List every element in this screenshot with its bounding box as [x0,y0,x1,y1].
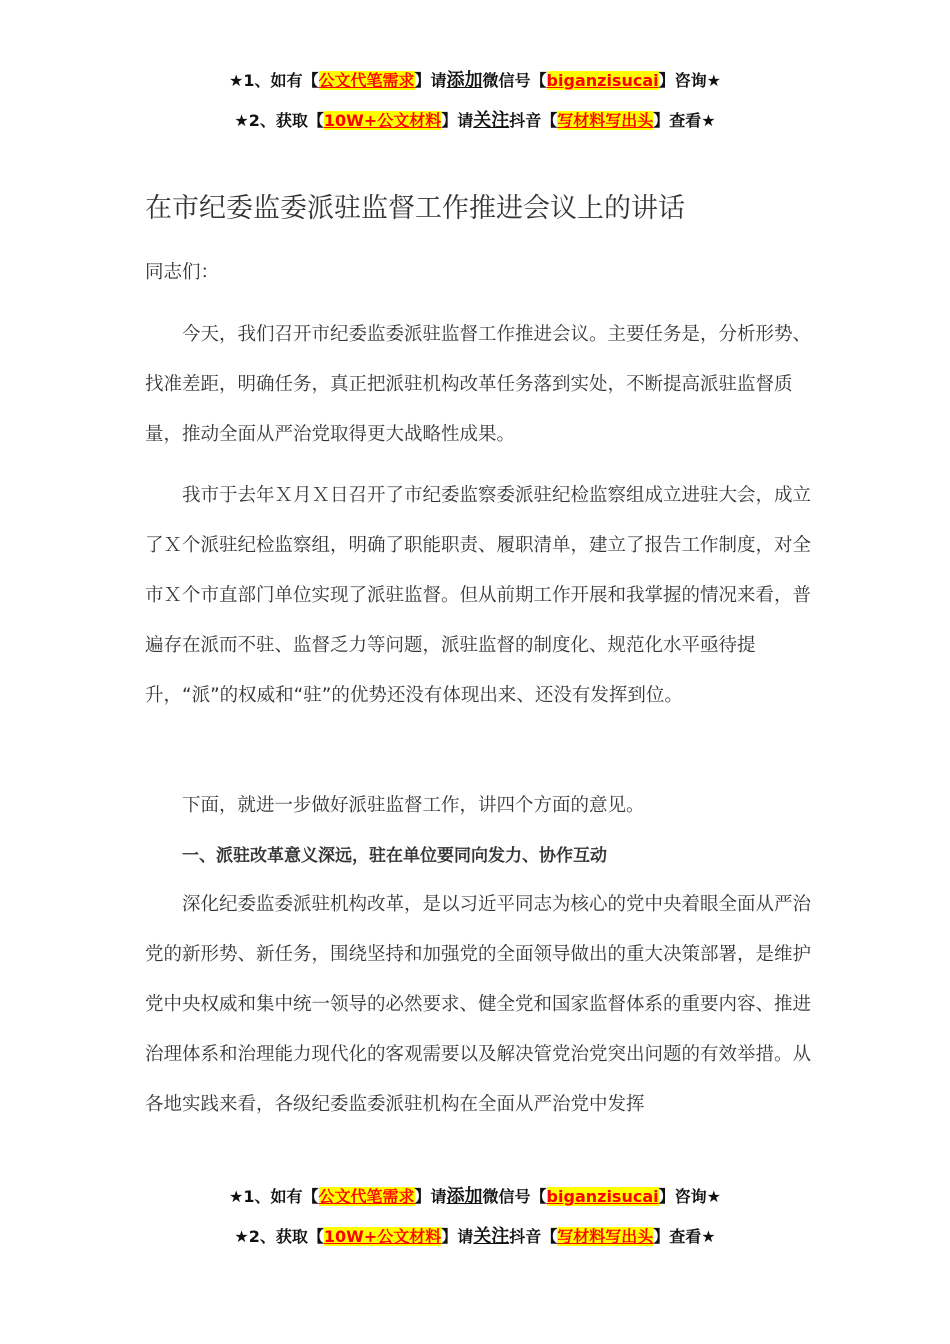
ad-highlight-wechat-id: biganzisucai [546,1187,659,1206]
ad-text: ★2、获取【 [234,1227,324,1246]
ad-highlight: 10W+公文材料 [323,1227,442,1246]
ad-text: 微信号【 [482,71,547,90]
ad-emphasis: 关注 [473,110,510,131]
ad-line-top-1 [0,70,950,92]
ad-text: 】咨询★ [658,1187,721,1206]
ad-text: ★2、获取【 [234,111,324,130]
ad-emphasis: 关注 [473,1226,510,1247]
ad-text: ★1、如有【 [229,71,319,90]
ad-highlight: 公文代笔需求 [318,71,415,90]
ad-highlight-wechat-id: biganzisucai [546,71,659,90]
ad-text: 】查看★ [653,111,716,130]
ad-highlight-douyin: 写材料写出头 [557,111,654,130]
ad-text: 抖音【 [509,1227,558,1246]
ad-highlight-douyin: 写材料写出头 [557,1227,654,1246]
section-paragraph: 深化纪委监委派驻机构改革，是以习近平同志为核心的党中央着眼全面从严治党的新形势、新任务，围绕坚持和加强党的全面领导做出的重大决策部署，是维护党中央权威和集中统一领导的必然要求、健全党和国家监督体系的重要内容、推进治理体系和治理能力现代化的客观需要以及解决管党治党突出问题的有效举措。从各地实践来看，各级纪委监委派驻机构在全面从严治党中发挥 [145,894,812,1115]
ad-text: 抖音【 [509,111,558,130]
ad-text: 】请 [414,71,447,90]
paragraph-2: 我市于去年Ｘ月Ｘ日召开了市纪委监察委派驻纪检监察组成立进驻大会，成立了Ｘ个派驻纪检监察组，明确了职能职责、履职清单，建立了报告工作制度，对全市Ｘ个市直部门单位实现了派驻监督。但从前期工作开展和我掌握的情况来看，普遍存在派而不驻、监督乏力等问题，派驻监督的制度化、规范化水平亟待提升，“派”的权威和“驻”的优势还没有体现出来、还没有发挥到位。 [145,485,812,706]
ad-line-bottom-1 [0,1186,950,1208]
ad-text: 】咨询★ [658,71,721,90]
ad-text: 微信号【 [482,1187,547,1206]
section-heading: 一、派驻改革意义深远，驻在单位要同向发力、协作互动 [182,846,607,866]
ad-text: ★1、如有【 [229,1187,319,1206]
ad-text: 】请 [441,111,474,130]
ad-emphasis: 添加 [446,1186,483,1207]
document-title: 在市纪委监委派驻监督工作推进会议上的讲话 [145,193,685,224]
ad-highlight: 公文代笔需求 [318,1187,415,1206]
salutation: 同志们： [145,262,220,283]
paragraph-3: 下面，就进一步做好派驻监督工作，讲四个方面的意见。 [182,795,645,816]
ad-highlight: 10W+公文材料 [323,111,442,130]
ad-line-top-2 [0,110,950,132]
ad-text: 】查看★ [653,1227,716,1246]
ad-text: 】请 [414,1187,447,1206]
paragraph-1: 今天，我们召开市纪委监委派驻监督工作推进会议。主要任务是，分析形势、找准差距，明确任务，真正把派驻机构改革任务落到实处，不断提高派驻监督质量，推动全面从严治党取得更大战略性成果。 [145,324,812,445]
ad-line-bottom-2 [0,1226,950,1248]
ad-emphasis: 添加 [446,70,483,91]
ad-text: 】请 [441,1227,474,1246]
